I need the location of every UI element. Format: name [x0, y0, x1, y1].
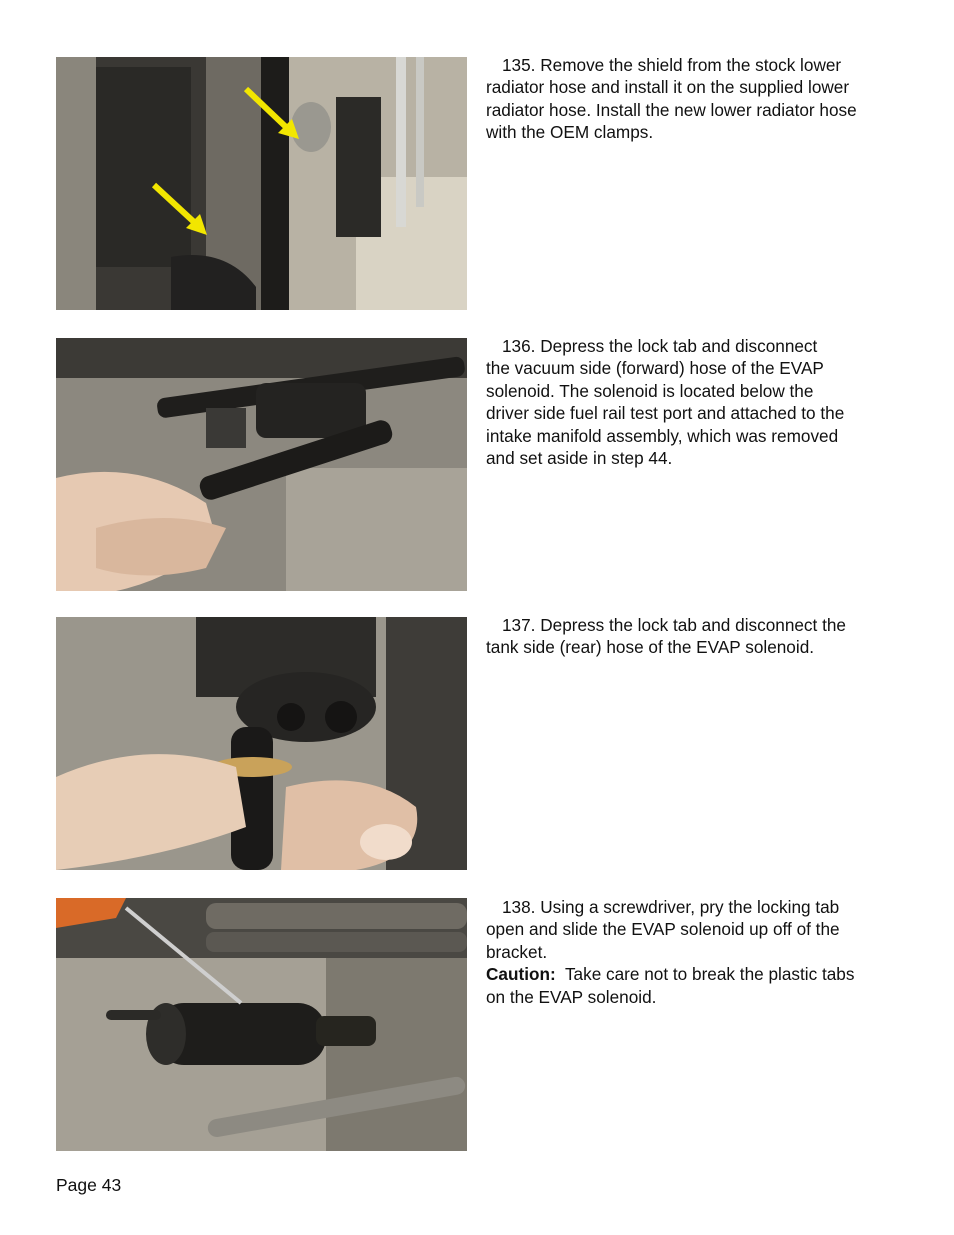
evap-vacuum-hose-image	[56, 338, 467, 591]
photo-evap-vacuum-hose	[56, 338, 467, 591]
step-line: and set aside in step 44.	[486, 448, 673, 469]
photo-evap-solenoid-bracket	[56, 898, 467, 1151]
step-137-text	[486, 614, 906, 659]
step-line: the vacuum side (forward) hose of the EVAP	[486, 358, 824, 379]
step-line: solenoid. The solenoid is located below the	[486, 380, 814, 401]
step-line: 137. Depress the lock tab and disconnect the	[502, 615, 846, 635]
caution-label: Caution:	[486, 964, 556, 985]
step-line: tank side (rear) hose of the EVAP solenoid.	[486, 637, 815, 658]
step-line: radiator hose. Install the new lower radiator hose	[486, 99, 857, 120]
step-138-text	[486, 896, 906, 1008]
page-number: Page 43	[56, 1175, 122, 1195]
radiator-hose-image	[56, 57, 467, 310]
evap-solenoid-bracket-image	[56, 898, 467, 1151]
step-136-text	[486, 335, 906, 469]
step-line: bracket.	[486, 941, 548, 962]
step-line: intake manifold assembly, which was removed	[486, 425, 839, 446]
caution-text: Take care not to break the plastic tabs	[564, 964, 855, 985]
step-line: radiator hose and install it on the supplied lower	[486, 77, 850, 98]
photo-evap-tank-hose	[56, 617, 467, 870]
step-line: 136. Depress the lock tab and disconnect	[502, 336, 818, 356]
step-line: driver side fuel rail test port and attached to the	[486, 403, 845, 424]
step-line: open and slide the EVAP solenoid up off of the	[486, 919, 840, 940]
evap-tank-hose-image	[56, 617, 467, 870]
caution-line	[486, 963, 906, 985]
step-line: 135. Remove the shield from the stock lower	[502, 55, 842, 75]
step-135-text	[486, 54, 906, 144]
caution-text: on the EVAP solenoid.	[486, 986, 657, 1007]
photo-radiator-hose	[56, 57, 467, 310]
step-line: with the OEM clamps.	[486, 122, 654, 143]
step-line: 138. Using a screwdriver, pry the locking tab	[502, 897, 840, 917]
